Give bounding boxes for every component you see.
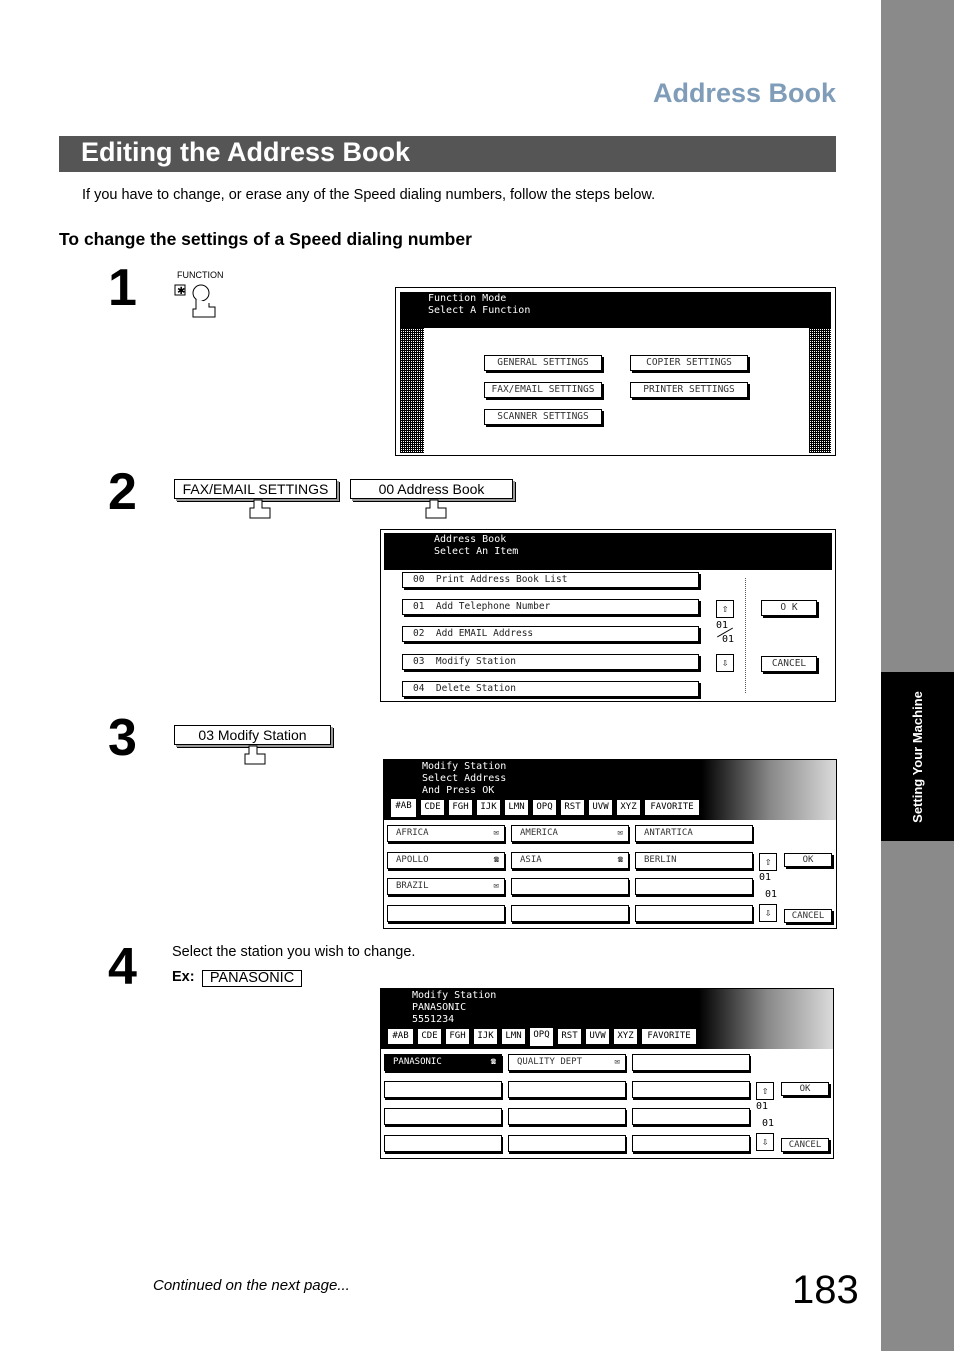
page-total: 01 <box>765 889 778 900</box>
address-book-screen <box>380 529 836 702</box>
page-number: 183 <box>792 1268 859 1312</box>
phone-icon: ☎ <box>490 1057 496 1067</box>
item-number: 00 <box>413 574 425 585</box>
tab-cde[interactable]: CDE <box>417 1028 442 1045</box>
cancel-button[interactable]: CANCEL <box>784 909 832 923</box>
continued-note: Continued on the next page... <box>153 1277 350 1294</box>
tab-favorite[interactable]: FAVORITE <box>644 799 700 816</box>
scroll-up-button[interactable] <box>756 1082 774 1100</box>
item-label: Print Address Book List <box>435 574 568 585</box>
tab-ijk[interactable]: IJK <box>476 799 501 816</box>
item-number: 04 <box>413 683 425 694</box>
screen-subtitle: Select A Function <box>428 305 531 316</box>
address-cell[interactable] <box>508 1108 626 1125</box>
tab-lmn[interactable]: LMN <box>501 1028 526 1045</box>
copier-settings-button[interactable]: COPIER SETTINGS <box>630 355 748 371</box>
item-number: 01 <box>413 601 425 612</box>
modify-station-screen <box>383 759 837 929</box>
cell-label: AFRICA <box>396 828 429 838</box>
address-cell[interactable] <box>384 1108 502 1125</box>
arrow-down-icon: ⇩ <box>721 656 729 669</box>
example-label: Ex: <box>172 969 195 985</box>
modify-station-detail-screen <box>380 988 834 1159</box>
station-name: PANASONIC <box>412 1002 467 1013</box>
address-cell[interactable] <box>511 825 629 842</box>
tab-opq[interactable]: OPQ <box>529 1027 554 1046</box>
address-cell[interactable] <box>508 1081 626 1098</box>
cell-label: BRAZIL <box>396 881 429 891</box>
title-bar <box>59 136 836 172</box>
address-cell[interactable] <box>387 825 505 842</box>
screen-title: Modify Station <box>422 761 507 772</box>
subheading: To change the settings of a Speed dialing number <box>59 229 472 249</box>
screen-header <box>400 292 831 328</box>
arrow-up-icon: ⇧ <box>761 1084 769 1097</box>
page-total: 01 <box>722 634 735 645</box>
email-icon: ✉ <box>617 828 623 838</box>
address-cell[interactable] <box>508 1135 626 1152</box>
fax-email-settings-key[interactable]: FAX/EMAIL SETTINGS <box>174 479 337 499</box>
step-1-number: 1 <box>108 259 137 317</box>
address-cell[interactable] <box>635 852 753 869</box>
address-cell[interactable] <box>632 1135 750 1152</box>
address-cell[interactable] <box>635 825 753 842</box>
list-item[interactable] <box>402 572 699 588</box>
tab-rst[interactable]: RST <box>560 799 585 816</box>
chapter-tab[interactable] <box>881 672 954 841</box>
tab-cde[interactable]: CDE <box>420 799 445 816</box>
item-number: 02 <box>413 628 425 639</box>
address-cell[interactable] <box>632 1054 750 1071</box>
screen-header <box>384 533 832 570</box>
tab-fgh[interactable]: FGH <box>445 1028 470 1045</box>
example-value: PANASONIC <box>202 970 302 987</box>
address-cell[interactable] <box>511 852 629 869</box>
cell-label: QUALITY DEPT <box>517 1057 583 1067</box>
address-cell[interactable] <box>632 1108 750 1125</box>
address-cell[interactable] <box>511 878 629 895</box>
arrow-down-icon: ⇩ <box>761 1135 769 1148</box>
function-key[interactable] <box>174 283 224 324</box>
function-key-label: FUNCTION <box>177 270 224 280</box>
step-4-instruction: Select the station you wish to change. <box>172 944 416 960</box>
tab-rst[interactable]: RST <box>557 1028 582 1045</box>
arrow-up-icon: ⇧ <box>721 602 729 615</box>
screen-instruction: And Press OK <box>422 785 495 796</box>
scroll-up-button[interactable] <box>759 853 777 871</box>
cell-label: AMERICA <box>520 828 558 838</box>
scroll-down-button[interactable] <box>716 654 734 672</box>
tab-opq[interactable]: OPQ <box>532 799 557 816</box>
address-cell[interactable] <box>387 905 505 922</box>
screen-subtitle: Select An Item <box>434 546 519 557</box>
tab-xyz[interactable]: XYZ <box>616 799 641 816</box>
address-cell[interactable] <box>384 1081 502 1098</box>
page-indicator <box>716 620 734 645</box>
email-icon: ✉ <box>493 828 499 838</box>
tab-ab[interactable]: #AB <box>390 798 417 817</box>
page-total: 01 <box>762 1118 775 1129</box>
phone-icon: ☎ <box>617 855 623 865</box>
list-item[interactable] <box>402 681 699 697</box>
tab-fgh[interactable]: FGH <box>448 799 473 816</box>
scroll-down-button[interactable] <box>756 1133 774 1151</box>
section-title: Address Book <box>652 78 836 108</box>
hand-press-icon <box>248 499 274 524</box>
screen-border-right <box>809 328 831 453</box>
item-label: Delete Station <box>435 683 516 694</box>
screen-title: Address Book <box>434 534 507 545</box>
list-item[interactable] <box>402 654 699 670</box>
page-indicator <box>759 872 777 900</box>
item-label: Add Telephone Number <box>435 601 551 612</box>
divider <box>745 578 746 693</box>
station-number: 5551234 <box>412 1014 455 1025</box>
screen-title: Modify Station <box>412 990 497 1001</box>
page-indicator <box>756 1101 774 1129</box>
svg-text:✱: ✱ <box>177 286 186 297</box>
chapter-tab-label: Setting Your Machine <box>909 690 925 823</box>
page-current: 01 <box>759 872 772 883</box>
list-item[interactable] <box>402 599 699 615</box>
cancel-button[interactable]: CANCEL <box>781 1138 829 1152</box>
cell-label: BERLIN <box>644 855 677 865</box>
arrow-down-icon: ⇩ <box>764 906 772 919</box>
hand-press-icon <box>243 745 269 770</box>
address-cell[interactable] <box>384 1135 502 1152</box>
address-cell[interactable] <box>508 1054 626 1071</box>
ok-button[interactable]: OK <box>784 853 832 867</box>
step-2-number: 2 <box>108 463 137 521</box>
screen-title: Function Mode <box>428 293 507 304</box>
address-cell[interactable] <box>635 878 753 895</box>
ok-button[interactable]: OK <box>781 1082 829 1096</box>
tab-xyz[interactable]: XYZ <box>613 1028 638 1045</box>
item-label: Modify Station <box>435 656 516 667</box>
fax-email-settings-button[interactable]: FAX/EMAIL SETTINGS <box>484 382 602 398</box>
hand-press-icon <box>174 283 224 319</box>
screen-subtitle: Select Address <box>422 773 507 784</box>
tab-uvw[interactable]: UVW <box>588 799 613 816</box>
cell-label: APOLLO <box>396 855 429 865</box>
phone-icon: ☎ <box>493 855 499 865</box>
scroll-down-button[interactable] <box>759 904 777 922</box>
cancel-button[interactable]: CANCEL <box>761 656 817 672</box>
page-current: 01 <box>756 1101 769 1112</box>
hand-press-icon <box>424 499 450 524</box>
printer-settings-button[interactable]: PRINTER SETTINGS <box>630 382 748 398</box>
cell-label: ANTARTICA <box>644 828 693 838</box>
item-number: 03 <box>413 656 425 667</box>
arrow-up-icon: ⇧ <box>764 855 772 868</box>
step-4-number: 4 <box>108 938 137 996</box>
address-book-key[interactable]: 00 Address Book <box>350 479 513 499</box>
address-cell-selected[interactable] <box>384 1054 502 1071</box>
tab-ijk[interactable]: IJK <box>473 1028 498 1045</box>
list-item[interactable] <box>402 626 699 642</box>
ok-button[interactable]: O K <box>761 600 817 616</box>
address-cell[interactable] <box>387 878 505 895</box>
page-title: Editing the Address Book <box>81 137 411 167</box>
address-cell[interactable] <box>632 1081 750 1098</box>
tab-uvw[interactable]: UVW <box>585 1028 610 1045</box>
address-cell[interactable] <box>511 905 629 922</box>
email-icon: ✉ <box>614 1057 620 1067</box>
address-cell[interactable] <box>635 905 753 922</box>
step-3-number: 3 <box>108 709 137 767</box>
scroll-up-button[interactable] <box>716 600 734 618</box>
tab-lmn[interactable]: LMN <box>504 799 529 816</box>
email-icon: ✉ <box>493 881 499 891</box>
screen-border-left <box>400 328 424 453</box>
general-settings-button[interactable]: GENERAL SETTINGS <box>484 355 602 371</box>
intro-text: If you have to change, or erase any of the Speed dialing numbers, follow the steps below. <box>82 187 656 203</box>
cell-label: PANASONIC <box>393 1057 442 1067</box>
page-current: 01 <box>716 620 729 631</box>
modify-station-key[interactable]: 03 Modify Station <box>174 725 331 745</box>
address-cell[interactable] <box>387 852 505 869</box>
tab-favorite[interactable]: FAVORITE <box>641 1028 697 1045</box>
function-mode-screen <box>395 287 836 456</box>
cell-label: ASIA <box>520 855 542 865</box>
scanner-settings-button[interactable]: SCANNER SETTINGS <box>484 409 602 425</box>
tab-ab[interactable]: #AB <box>387 1028 414 1045</box>
item-label: Add EMAIL Address <box>435 628 534 639</box>
